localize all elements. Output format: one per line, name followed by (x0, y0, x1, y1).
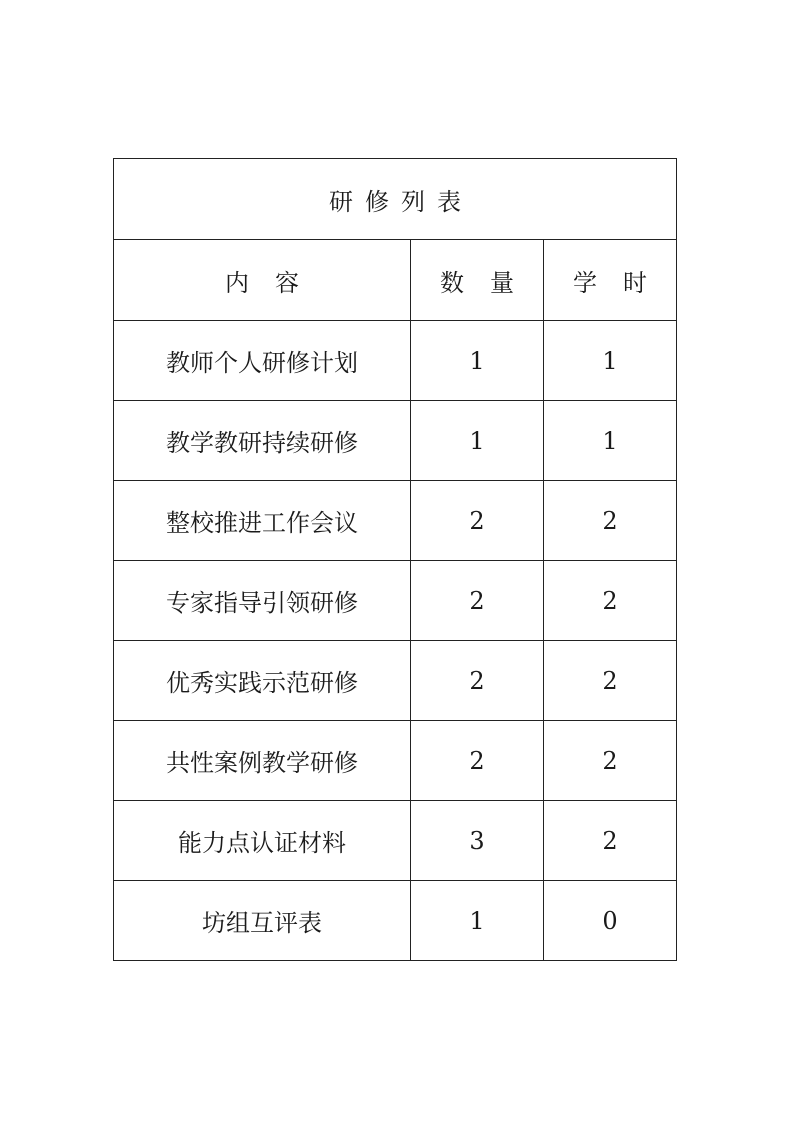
cell-count: 1 (411, 321, 544, 401)
cell-count: 2 (411, 721, 544, 801)
header-count: 数量 (411, 240, 544, 321)
cell-hours: 2 (544, 561, 677, 641)
header-content: 内容 (114, 240, 411, 321)
table-row (114, 801, 677, 881)
table-title: 研修列表 (114, 159, 677, 240)
table-row (114, 481, 677, 561)
cell-content: 专家指导引领研修 (114, 561, 411, 641)
cell-content: 共性案例教学研修 (114, 721, 411, 801)
cell-content: 坊组互评表 (114, 881, 411, 961)
cell-content: 能力点认证材料 (114, 801, 411, 881)
training-list-table (113, 158, 677, 961)
cell-count: 2 (411, 641, 544, 721)
cell-count: 1 (411, 881, 544, 961)
title-row (114, 159, 677, 240)
table-row (114, 881, 677, 961)
cell-hours: 1 (544, 321, 677, 401)
cell-hours: 2 (544, 481, 677, 561)
cell-count: 3 (411, 801, 544, 881)
cell-content: 整校推进工作会议 (114, 481, 411, 561)
cell-content: 教学教研持续研修 (114, 401, 411, 481)
cell-count: 1 (411, 401, 544, 481)
header-hours: 学时 (544, 240, 677, 321)
table-row (114, 321, 677, 401)
cell-count: 2 (411, 561, 544, 641)
cell-hours: 2 (544, 801, 677, 881)
cell-count: 2 (411, 481, 544, 561)
cell-hours: 2 (544, 641, 677, 721)
header-row (114, 240, 677, 321)
cell-hours: 1 (544, 401, 677, 481)
cell-content: 优秀实践示范研修 (114, 641, 411, 721)
table-row (114, 401, 677, 481)
table-row (114, 641, 677, 721)
table-row (114, 721, 677, 801)
cell-hours: 0 (544, 881, 677, 961)
cell-hours: 2 (544, 721, 677, 801)
cell-content: 教师个人研修计划 (114, 321, 411, 401)
table-row (114, 561, 677, 641)
